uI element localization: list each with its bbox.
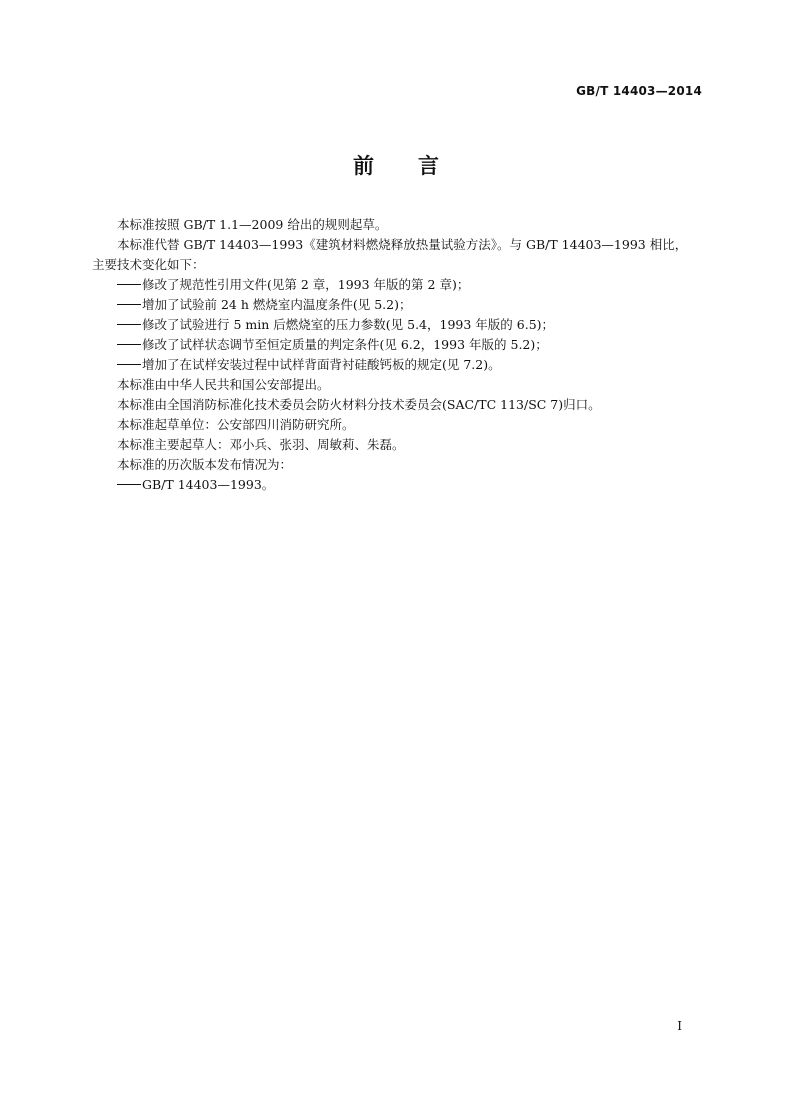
paragraph-replacement-continued: 主要技术变化如下：: [92, 257, 205, 272]
change-item: [92, 295, 704, 315]
standard-code: GB/T 14403—2014: [576, 84, 702, 98]
history-item: [92, 475, 704, 495]
em-dash-icon: [117, 364, 141, 365]
change-item: [92, 275, 704, 295]
foreword-body: [92, 215, 704, 495]
em-dash-icon: [117, 344, 141, 345]
change-item: [92, 315, 704, 335]
paragraph-committee: 本标准由全国消防标准化技术委员会防火材料分技术委员会(SAC/TC 113/SC 7)归口。: [117, 397, 601, 412]
page-title: 前言: [353, 154, 483, 178]
change-item-text: 增加了试验前 24 h 燃烧室内温度条件(见 5.2)；: [142, 297, 412, 312]
page-number: I: [677, 1019, 682, 1033]
paragraph-drafting-unit: 本标准起草单位：公安部四川消防研究所。: [117, 417, 355, 432]
change-item: [92, 335, 704, 355]
change-item-text: 增加了在试样安装过程中试样背面背衬硅酸钙板的规定(见 7.2)。: [142, 357, 501, 372]
history-item-text: GB/T 14403—1993。: [142, 477, 275, 492]
change-item: [92, 355, 704, 375]
em-dash-icon: [117, 484, 141, 485]
paragraph-proposer: 本标准由中华人民共和国公安部提出。: [117, 377, 330, 392]
change-item-text: 修改了试验进行 5 min 后燃烧室的压力参数(见 5.4，1993 年版的 6.5)；: [142, 317, 555, 332]
change-item-text: 修改了规范性引用文件(见第 2 章，1993 年版的第 2 章)；: [142, 277, 470, 292]
paragraph-history: 本标准的历次版本发布情况为：: [117, 457, 293, 472]
paragraph-drafting-rules: 本标准按照 GB/T 1.1—2009 给出的规则起草。: [117, 217, 388, 232]
paragraph-replacement: 本标准代替 GB/T 14403—1993《建筑材料燃烧释放热量试验方法》。与 GB/T 14403—1993 相比，: [117, 237, 688, 252]
paragraph-drafters: 本标准主要起草人：邓小兵、张羽、周敏莉、朱磊。: [117, 437, 405, 452]
em-dash-icon: [117, 284, 141, 285]
em-dash-icon: [117, 304, 141, 305]
change-item-text: 修改了试样状态调节至恒定质量的判定条件(见 6.2，1993 年版的 5.2)；: [142, 337, 548, 352]
em-dash-icon: [117, 324, 141, 325]
